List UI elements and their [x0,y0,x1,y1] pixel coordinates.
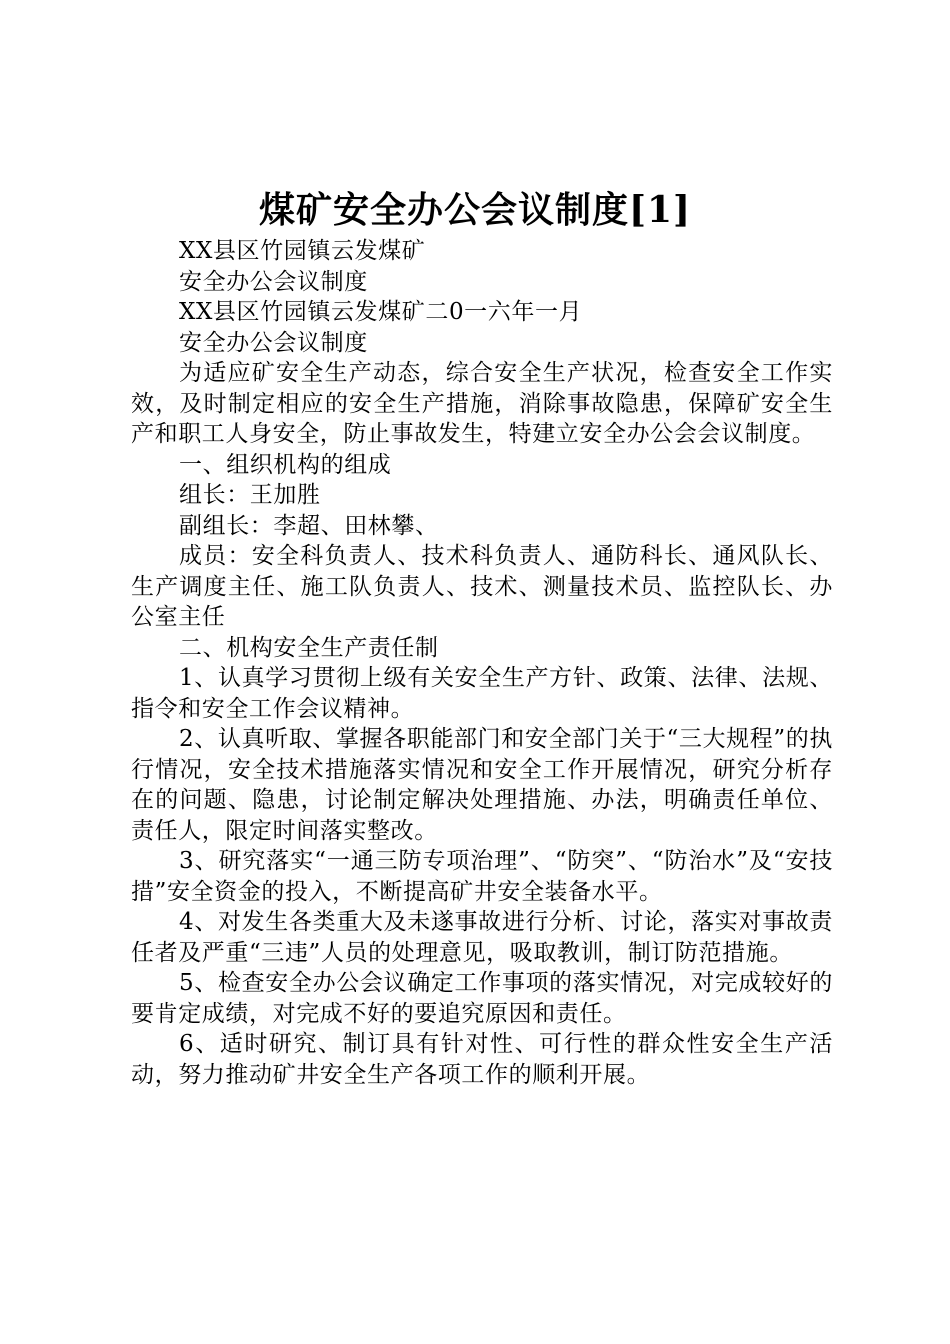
paragraph-item-1: 1、认真学习贯彻上级有关安全生产方针、政策、法律、法规、指令和安全工作会议精神。 [131,665,833,722]
paragraph-item-6: 6、适时研究、制订具有针对性、可行性的群众性安全生产活动，努力推动矿井安全生产各项工作的顺利开展。 [131,1031,833,1088]
section-heading: 安全办公会议制度 [179,329,368,356]
header-line-company: XX县区竹园镇云发煤矿 [179,238,426,264]
paragraph-item-4: 4、对发生各类重大及未遂事故进行分析、讨论，落实对事故责任者及严重“三违”人员的处理意见，吸取教训，制订防范措施。 [131,909,833,966]
paragraph-deputy-leader: 副组长：李超、田林攀、 [179,512,439,539]
document-body [131,236,833,1090]
paragraph-leader: 组长：王加胜 [179,482,321,508]
section-heading-organization: 一、组织机构的组成 [179,451,392,478]
paragraph-intro: 为适应矿安全生产动态，综合安全生产状况，检查安全工作实效，及时制定相应的安全生产措施，消除事故隐患，保障矿安全生产和职工人身安全，防止事故发生，特建立安全办公会会议制度。 [131,360,833,447]
section-heading-responsibility: 二、机构安全生产责任制 [179,634,439,661]
paragraph-members: 成员：安全科负责人、技术科负责人、通防科长、通风队长、生产调度主任、施工队负责人、技术、测量技术员、监控队长、办公室主任 [131,543,833,630]
paragraph-item-5: 5、检查安全办公会议确定工作事项的落实情况，对完成较好的要肯定成绩，对完成不好的要追究原因和责任。 [131,970,833,1027]
document-title: 煤矿安全办公会议制度[1] [258,189,692,231]
header-line-system: 安全办公会议制度 [179,268,368,295]
header-line-date: XX县区竹园镇云发煤矿二0一六年一月 [179,299,583,325]
paragraph-item-3: 3、研究落实“一通三防专项治理”、“防突”、“防治水”及“安技措”安全资金的投入，不断提高矿井安全装备水平。 [131,848,833,905]
paragraph-item-2: 2、认真听取、掌握各职能部门和安全部门关于“三大规程”的执行情况，安全技术措施落实情况和安全工作开展情况，研究分析存在的问题、隐患，讨论制定解决处理措施、办法，明确责任单位、责任人，限定时间落实整改。 [131,726,833,844]
